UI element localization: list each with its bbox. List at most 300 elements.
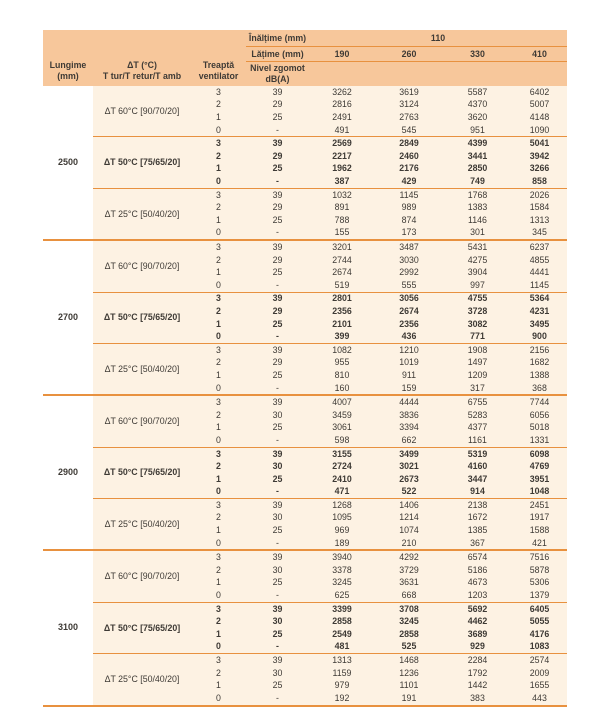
output-value-cell: 4292	[375, 550, 443, 564]
output-value-cell: 1655	[512, 679, 567, 692]
output-value-cell: 3942	[512, 150, 567, 163]
output-value-cell: 545	[375, 124, 443, 137]
output-value-cell: 3124	[375, 99, 443, 112]
output-value-cell: 3940	[309, 550, 375, 564]
output-value-cell: 5055	[512, 615, 567, 628]
dt-label-cell: ΔT 60°C [90/70/20]	[93, 240, 191, 292]
output-value-cell: 2138	[443, 499, 512, 512]
noise-level-cell: -	[246, 692, 309, 706]
dt-label-cell: ΔT 50°C [75/65/20]	[93, 292, 191, 343]
output-value-cell: 2858	[375, 628, 443, 641]
output-value-cell: 2451	[512, 499, 567, 512]
output-value-cell: 3262	[309, 86, 375, 99]
fan-step-cell: 0	[191, 537, 246, 551]
output-value-cell: 4275	[443, 254, 512, 267]
radiator-output-table	[43, 30, 567, 707]
fan-step-cell: 0	[191, 692, 246, 706]
noise-level-cell: 30	[246, 512, 309, 525]
output-value-cell: 6237	[512, 240, 567, 254]
output-value-cell: 3082	[443, 318, 512, 331]
output-value-cell: 3619	[375, 86, 443, 99]
dt-label-cell: ΔT 60°C [90/70/20]	[93, 86, 191, 137]
noise-level-cell: -	[246, 434, 309, 447]
output-value-cell: 1406	[375, 499, 443, 512]
noise-level-cell: 29	[246, 99, 309, 112]
output-value-cell: 1145	[375, 188, 443, 201]
length-cell: 2500	[43, 86, 93, 240]
output-value-cell: 1497	[443, 356, 512, 369]
output-value-cell: 2816	[309, 99, 375, 112]
header-treapta-ventilator	[191, 30, 246, 86]
noise-level-cell: -	[246, 175, 309, 188]
output-value-cell: 598	[309, 434, 375, 447]
length-cell: 2700	[43, 240, 93, 395]
output-value-cell: 1268	[309, 499, 375, 512]
fan-step-cell: 3	[191, 499, 246, 512]
fan-step-cell: 1	[191, 628, 246, 641]
fan-step-cell: 3	[191, 188, 246, 201]
output-value-cell: 2549	[309, 628, 375, 641]
output-value-cell: 3729	[375, 564, 443, 577]
noise-level-cell: 29	[246, 305, 309, 318]
fan-step-cell: 1	[191, 369, 246, 382]
noise-level-cell: 39	[246, 447, 309, 460]
output-value-cell: 173	[375, 227, 443, 241]
output-value-cell: 192	[309, 692, 375, 706]
output-value-cell: 5007	[512, 99, 567, 112]
noise-level-cell: 25	[246, 266, 309, 279]
output-value-cell: 481	[309, 641, 375, 654]
dt-label-cell: ΔT 25°C [50/40/20]	[93, 188, 191, 240]
output-value-cell: 891	[309, 201, 375, 214]
output-value-cell: 1584	[512, 201, 567, 214]
output-value-cell: 1161	[443, 434, 512, 447]
output-value-cell: 979	[309, 679, 375, 692]
noise-level-cell: 25	[246, 524, 309, 537]
output-value-cell: 874	[375, 214, 443, 227]
output-value-cell: 159	[375, 382, 443, 396]
output-value-cell: 4673	[443, 577, 512, 590]
fan-step-cell: 3	[191, 602, 246, 615]
output-value-cell: 4007	[309, 395, 375, 409]
output-value-cell: 3201	[309, 240, 375, 254]
fan-step-cell: 1	[191, 214, 246, 227]
fan-step-cell: 1	[191, 163, 246, 176]
output-value-cell: 368	[512, 382, 567, 396]
output-value-cell: 4370	[443, 99, 512, 112]
output-value-cell: 4176	[512, 628, 567, 641]
output-value-cell: 3951	[512, 473, 567, 486]
output-value-cell: 2569	[309, 137, 375, 150]
fan-step-cell: 2	[191, 615, 246, 628]
output-value-cell: 5319	[443, 447, 512, 460]
output-value-cell: 1385	[443, 524, 512, 537]
output-value-cell: 3378	[309, 564, 375, 577]
output-value-cell: 788	[309, 214, 375, 227]
output-value-cell: 2491	[309, 111, 375, 124]
fan-step-cell: 3	[191, 86, 246, 99]
noise-level-cell: 30	[246, 564, 309, 577]
output-value-cell: 2674	[375, 305, 443, 318]
output-value-cell: 3728	[443, 305, 512, 318]
dt-label-cell: ΔT 50°C [75/65/20]	[93, 447, 191, 498]
output-value-cell: 1388	[512, 369, 567, 382]
header-lungime-line1: Lungime	[49, 60, 87, 71]
output-value-cell: 1792	[443, 667, 512, 680]
output-value-cell: 436	[375, 330, 443, 343]
output-value-cell: 1768	[443, 188, 512, 201]
fan-step-cell: 3	[191, 343, 246, 356]
output-value-cell: 2101	[309, 318, 375, 331]
fan-step-cell: 0	[191, 641, 246, 654]
fan-step-cell: 2	[191, 201, 246, 214]
output-value-cell: 5041	[512, 137, 567, 150]
output-value-cell: 1203	[443, 589, 512, 602]
output-value-cell: 1074	[375, 524, 443, 537]
noise-level-cell: -	[246, 641, 309, 654]
noise-level-cell: -	[246, 537, 309, 551]
noise-level-cell: 25	[246, 214, 309, 227]
noise-level-cell: 39	[246, 343, 309, 356]
noise-level-cell: 29	[246, 254, 309, 267]
output-value-cell: 301	[443, 227, 512, 241]
output-value-cell: 522	[375, 485, 443, 498]
output-value-cell: 191	[375, 692, 443, 706]
header-width-330: 330	[443, 47, 512, 62]
output-value-cell: 1145	[512, 279, 567, 292]
output-value-cell: 2744	[309, 254, 375, 267]
output-value-cell: 2849	[375, 137, 443, 150]
output-value-cell: 1313	[309, 654, 375, 667]
output-value-cell: 160	[309, 382, 375, 396]
output-value-cell: 1379	[512, 589, 567, 602]
output-value-cell: 1048	[512, 485, 567, 498]
output-value-cell: 914	[443, 485, 512, 498]
output-value-cell: 4462	[443, 615, 512, 628]
output-value-cell: 1962	[309, 163, 375, 176]
output-value-cell: 2724	[309, 460, 375, 473]
output-value-cell: 5587	[443, 86, 512, 99]
fan-step-cell: 3	[191, 550, 246, 564]
fan-step-cell: 2	[191, 99, 246, 112]
output-value-cell: 2460	[375, 150, 443, 163]
output-value-cell: 3441	[443, 150, 512, 163]
output-value-cell: 387	[309, 175, 375, 188]
output-value-cell: 3021	[375, 460, 443, 473]
fan-step-cell: 0	[191, 124, 246, 137]
header-treapta-line1: Treaptă	[202, 60, 235, 71]
fan-step-cell: 2	[191, 409, 246, 422]
output-value-cell: 4444	[375, 395, 443, 409]
output-value-cell: 997	[443, 279, 512, 292]
output-value-cell: 1095	[309, 512, 375, 525]
fan-step-cell: 2	[191, 254, 246, 267]
noise-level-cell: 29	[246, 356, 309, 369]
noise-level-cell: 30	[246, 409, 309, 422]
output-value-cell: 5306	[512, 577, 567, 590]
output-value-cell: 1908	[443, 343, 512, 356]
noise-level-cell: 39	[246, 550, 309, 564]
output-value-cell: 3836	[375, 409, 443, 422]
output-value-cell: 3061	[309, 421, 375, 434]
header-inaltime-value: 110	[309, 30, 567, 47]
noise-level-cell: 30	[246, 615, 309, 628]
output-value-cell: 1159	[309, 667, 375, 680]
output-value-cell: 3689	[443, 628, 512, 641]
output-value-cell: 3487	[375, 240, 443, 254]
output-value-cell: 1313	[512, 214, 567, 227]
header-delta-t-line2: T tur/T retur/T amb	[102, 71, 182, 82]
output-value-cell: 555	[375, 279, 443, 292]
fan-step-cell: 2	[191, 356, 246, 369]
fan-step-cell: 3	[191, 292, 246, 305]
output-value-cell: 1682	[512, 356, 567, 369]
output-value-cell: 1210	[375, 343, 443, 356]
output-value-cell: 367	[443, 537, 512, 551]
output-value-cell: 668	[375, 589, 443, 602]
noise-level-cell: 25	[246, 163, 309, 176]
noise-level-cell: 30	[246, 667, 309, 680]
output-value-cell: 858	[512, 175, 567, 188]
fan-step-cell: 0	[191, 434, 246, 447]
fan-step-cell: 0	[191, 175, 246, 188]
output-value-cell: 1236	[375, 667, 443, 680]
dt-label-cell: ΔT 25°C [50/40/20]	[93, 343, 191, 395]
output-value-cell: 1383	[443, 201, 512, 214]
noise-level-cell: 39	[246, 240, 309, 254]
header-width-260: 260	[375, 47, 443, 62]
output-value-cell: 1442	[443, 679, 512, 692]
dt-label-cell: ΔT 60°C [90/70/20]	[93, 550, 191, 602]
output-value-cell: 3495	[512, 318, 567, 331]
fan-step-cell: 3	[191, 240, 246, 254]
fan-step-cell: 3	[191, 447, 246, 460]
fan-step-cell: 3	[191, 395, 246, 409]
output-value-cell: 1083	[512, 641, 567, 654]
output-value-cell: 1214	[375, 512, 443, 525]
fan-step-cell: 2	[191, 564, 246, 577]
noise-level-cell: -	[246, 382, 309, 396]
fan-step-cell: 0	[191, 279, 246, 292]
dt-label-cell: ΔT 50°C [75/65/20]	[93, 137, 191, 188]
header-nivel-zgomot	[246, 62, 309, 87]
dt-label-cell: ΔT 50°C [75/65/20]	[93, 602, 191, 653]
output-value-cell: 2801	[309, 292, 375, 305]
output-value-cell: 3447	[443, 473, 512, 486]
output-value-cell: 2026	[512, 188, 567, 201]
output-value-cell: 6574	[443, 550, 512, 564]
fan-step-cell: 0	[191, 330, 246, 343]
header-treapta-line2: ventilator	[198, 71, 239, 82]
output-value-cell: 1082	[309, 343, 375, 356]
output-value-cell: 1588	[512, 524, 567, 537]
output-value-cell: 911	[375, 369, 443, 382]
output-value-cell: 345	[512, 227, 567, 241]
output-value-cell: 2992	[375, 266, 443, 279]
fan-step-cell: 0	[191, 382, 246, 396]
fan-step-cell: 0	[191, 227, 246, 241]
output-value-cell: 2156	[512, 343, 567, 356]
table-header	[43, 30, 567, 86]
header-delta-t	[93, 30, 191, 86]
header-nivel-line2: dB(A)	[265, 73, 290, 84]
output-value-cell: 4377	[443, 421, 512, 434]
fan-step-cell: 1	[191, 266, 246, 279]
noise-level-cell: -	[246, 589, 309, 602]
output-value-cell: 3499	[375, 447, 443, 460]
fan-step-cell: 1	[191, 679, 246, 692]
fan-step-cell: 1	[191, 577, 246, 590]
header-latime-label: Lățime (mm)	[246, 47, 309, 62]
header-spacer	[309, 62, 567, 87]
output-value-cell: 2858	[309, 615, 375, 628]
fan-step-cell: 2	[191, 460, 246, 473]
output-value-cell: 810	[309, 369, 375, 382]
output-value-cell: 1090	[512, 124, 567, 137]
output-value-cell: 1101	[375, 679, 443, 692]
output-value-cell: 4441	[512, 266, 567, 279]
header-lungime-line2: (mm)	[57, 71, 79, 82]
noise-level-cell: 39	[246, 188, 309, 201]
output-value-cell: 2356	[309, 305, 375, 318]
output-value-cell: 2356	[375, 318, 443, 331]
header-inaltime-label: Înălțime (mm)	[246, 30, 309, 47]
output-value-cell: 5878	[512, 564, 567, 577]
fan-step-cell: 3	[191, 137, 246, 150]
output-value-cell: 210	[375, 537, 443, 551]
output-value-cell: 625	[309, 589, 375, 602]
output-value-cell: 7516	[512, 550, 567, 564]
output-value-cell: 1468	[375, 654, 443, 667]
output-value-cell: 2674	[309, 266, 375, 279]
fan-step-cell: 2	[191, 305, 246, 318]
output-value-cell: 3394	[375, 421, 443, 434]
noise-level-cell: 39	[246, 654, 309, 667]
fan-step-cell: 2	[191, 512, 246, 525]
output-value-cell: 6056	[512, 409, 567, 422]
output-value-cell: 2850	[443, 163, 512, 176]
output-value-cell: 383	[443, 692, 512, 706]
dt-label-cell: ΔT 25°C [50/40/20]	[93, 499, 191, 551]
output-value-cell: 3904	[443, 266, 512, 279]
output-value-cell: 4160	[443, 460, 512, 473]
fan-step-cell: 0	[191, 485, 246, 498]
header-width-190: 190	[309, 47, 375, 62]
output-value-cell: 525	[375, 641, 443, 654]
noise-level-cell: 25	[246, 577, 309, 590]
noise-level-cell: 25	[246, 111, 309, 124]
noise-level-cell: 25	[246, 628, 309, 641]
output-value-cell: 5186	[443, 564, 512, 577]
noise-level-cell: -	[246, 124, 309, 137]
output-value-cell: 7744	[512, 395, 567, 409]
noise-level-cell: 29	[246, 201, 309, 214]
output-value-cell: 429	[375, 175, 443, 188]
output-value-cell: 1032	[309, 188, 375, 201]
output-value-cell: 6098	[512, 447, 567, 460]
fan-step-cell: 2	[191, 667, 246, 680]
fan-step-cell: 1	[191, 473, 246, 486]
output-value-cell: 771	[443, 330, 512, 343]
output-value-cell: 929	[443, 641, 512, 654]
output-value-cell: 421	[512, 537, 567, 551]
fan-step-cell: 1	[191, 421, 246, 434]
noise-level-cell: 25	[246, 679, 309, 692]
output-value-cell: 900	[512, 330, 567, 343]
output-value-cell: 317	[443, 382, 512, 396]
noise-level-cell: 25	[246, 318, 309, 331]
output-value-cell: 955	[309, 356, 375, 369]
length-cell: 3100	[43, 550, 93, 705]
output-value-cell: 3631	[375, 577, 443, 590]
header-lungime	[43, 30, 93, 86]
output-value-cell: 2763	[375, 111, 443, 124]
fan-step-cell: 3	[191, 654, 246, 667]
table-body	[43, 86, 567, 706]
output-value-cell: 2176	[375, 163, 443, 176]
noise-level-cell: -	[246, 227, 309, 241]
header-width-410: 410	[512, 47, 567, 62]
output-value-cell: 2217	[309, 150, 375, 163]
header-delta-t-line1: ΔT (°C)	[127, 60, 157, 71]
output-value-cell: 155	[309, 227, 375, 241]
output-value-cell: 3056	[375, 292, 443, 305]
noise-level-cell: 39	[246, 602, 309, 615]
fan-step-cell: 1	[191, 318, 246, 331]
fan-step-cell: 1	[191, 524, 246, 537]
noise-level-cell: -	[246, 279, 309, 292]
output-value-cell: 2009	[512, 667, 567, 680]
noise-level-cell: -	[246, 485, 309, 498]
dt-label-cell: ΔT 60°C [90/70/20]	[93, 395, 191, 447]
output-value-cell: 6405	[512, 602, 567, 615]
noise-level-cell: 25	[246, 369, 309, 382]
noise-level-cell: 29	[246, 150, 309, 163]
output-value-cell: 1019	[375, 356, 443, 369]
output-value-cell: 2410	[309, 473, 375, 486]
output-value-cell: 3266	[512, 163, 567, 176]
output-value-cell: 2284	[443, 654, 512, 667]
output-value-cell: 5431	[443, 240, 512, 254]
output-value-cell: 3245	[309, 577, 375, 590]
output-value-cell: 6402	[512, 86, 567, 99]
noise-level-cell: -	[246, 330, 309, 343]
fan-step-cell: 2	[191, 150, 246, 163]
noise-level-cell: 39	[246, 292, 309, 305]
noise-level-cell: 25	[246, 421, 309, 434]
noise-level-cell: 39	[246, 395, 309, 409]
output-value-cell: 2673	[375, 473, 443, 486]
output-value-cell: 4231	[512, 305, 567, 318]
output-value-cell: 5283	[443, 409, 512, 422]
output-value-cell: 519	[309, 279, 375, 292]
output-value-cell: 3708	[375, 602, 443, 615]
output-value-cell: 5692	[443, 602, 512, 615]
output-value-cell: 1209	[443, 369, 512, 382]
output-value-cell: 1331	[512, 434, 567, 447]
output-value-cell: 3245	[375, 615, 443, 628]
noise-level-cell: 39	[246, 499, 309, 512]
output-value-cell: 3399	[309, 602, 375, 615]
output-value-cell: 1672	[443, 512, 512, 525]
output-value-cell: 951	[443, 124, 512, 137]
noise-level-cell: 25	[246, 473, 309, 486]
output-value-cell: 4769	[512, 460, 567, 473]
output-value-cell: 3459	[309, 409, 375, 422]
output-value-cell: 1146	[443, 214, 512, 227]
dt-label-cell: ΔT 25°C [50/40/20]	[93, 654, 191, 706]
noise-level-cell: 39	[246, 86, 309, 99]
